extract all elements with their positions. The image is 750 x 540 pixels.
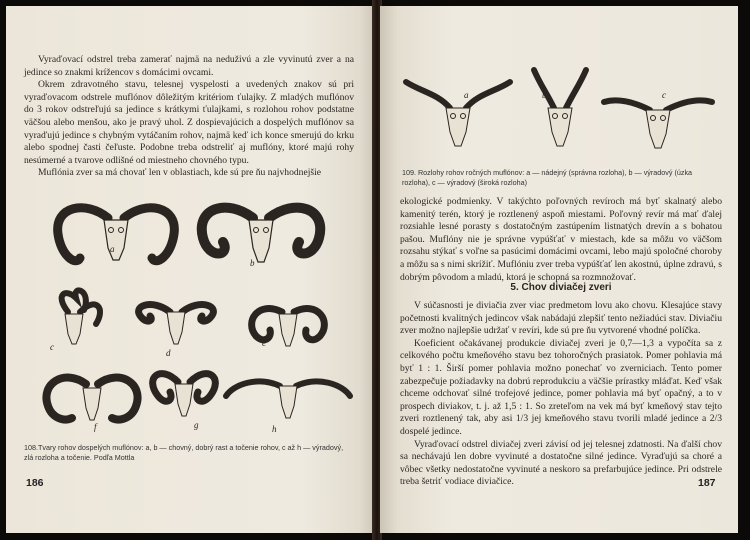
right-paragraph-4: Vyraďovací odstrel diviačej zveri závisí od jej telesnej zdatnosti. Na ďalší chov sa nechávajú len dobre vyvinuté a dostatočne silné jedince. Vyraďujú sa choré a vôbec všetky nedostatočne vyvinuté a neskoro sa prefarbujúce jedince. Pri odstrele treba šetriť vodiace diviačice.: [400, 438, 722, 488]
right-text-block-bottom: [400, 300, 722, 489]
left-paragraph-2: Okrem zdravotného stavu, telesnej vyspelosti a uvedených znakov sú pri vyraďovacom odstrele muflónov dôležitým kritériom ťulajky. Z mladých muflónov do 3 rokov odstreľujú sa jedince s krátkymi ťulajkami, s rozlohou rohov podstatne väčšou alebo menšou, ako je pravý uhol. Z dospievajúcich a dospelých muflónov sa vyraďujú jedince s chybným vytáčaním rohov, najmä keď ich konce smerujú do krku alebo spodnej časti čeľuste. Podobne treba odstreliť aj muflóny, ktoré majú rohy nesúmerné a tvarove odlišné od miestneho chovného typu.: [24, 79, 354, 166]
section-heading: 5. Chov diviačej zveri: [510, 282, 612, 293]
left-page: [6, 6, 374, 533]
page-number-left: 186: [26, 477, 44, 489]
right-paragraph-1: ekologické podmienky. V takýchto poľovných revíroch má byť skalnatý alebo kamenitý terén, ktorý je roztlenený aspoň miestami. Poľovný revír má mať ďalej rozsiahle lesné porasty s dostatočným zastúpením listnatých drevín a s bohatou pašou. Muflóny nie je správne vypúšťať v miestach, kde sa môžu vo väčšom rozsahu stýkať s voľne sa pasúcimi domácimi ovcami, lebo majú spoločné choroby a môžu sa s nimi skrížiť. Muflóniu zver treba vypúšťať len akostnú, úplne zdravú, s dobrým pôvodom a mladú, ktorá je schopná sa rozmnožovať.: [400, 196, 722, 283]
figure-label-f: f: [94, 422, 97, 432]
page-number-right: 187: [698, 477, 716, 489]
figure-label-d: d: [166, 348, 171, 358]
figure-label-a: a: [110, 244, 115, 254]
left-paragraph-3: Muflónia zver sa má chovať len v oblastiach, kde sú pre ňu najvhodnejšie: [38, 167, 322, 179]
figure-109-yearling-horns: [400, 60, 720, 160]
figure-108-mouflon-horns: [26, 178, 356, 440]
figure-label-109-c: c: [662, 90, 666, 100]
right-page: [380, 6, 738, 533]
figure-label-g: g: [194, 420, 199, 430]
left-text-block: [24, 54, 354, 180]
figure-label-109-b: b: [542, 90, 547, 100]
left-paragraph-1: Vyraďovací odstrel treba zamerať najmä na neduživú a zle vyvinutú zver a na jedince so znakmi krížencov s domácimi ovcami.: [24, 54, 354, 78]
right-text-block-top: [400, 196, 722, 284]
figure-label-109-a: a: [464, 90, 469, 100]
figure-108-caption: 108.Tvary rohov dospelých muflónov: a, b — chovný, dobrý rast a točenie rohov, c až h — výradový, zlá rozloha a točenie. Podľa Mottla: [24, 443, 344, 462]
figure-109-caption: 109. Rozlohy rohov ročných muflónov: a — nádejný (správna rozloha), b — výradový (úzka rozloha), c — výradový (široká rozloha): [402, 168, 693, 187]
right-paragraph-3: Koeficient očakávanej produkcie diviačej zveri je 0,7—1,3 a vypočíta sa z celkového počtu kmeňového stavu bez tohoročných prasiatok. Pomer pohlavia má byť 1 : 1. Širší pomer pohlavia možno ponechať vo zverniciach. Tento pomer zabezpečuje požiadavky na dobrú reprodukciu a väčšie prírastky mláďat. Keď však chceme odchovať silné trofejové jedince, pomer pohlavia má byť opačný, a to v prospech diviakov, t. j. až 1,5 : 1. So zreteľom na vek má byť kmeňový stav tejto zveri roztlenený tak, aby asi 1/3 jej kmeňového stavu tvorili mladé jedince a 2/3 dospelé jedince.: [400, 337, 722, 437]
figure-label-c: c: [50, 342, 54, 352]
figure-label-e: e: [262, 338, 266, 348]
figure-label-h: h: [272, 424, 277, 434]
figure-label-b: b: [250, 258, 255, 268]
right-paragraph-2: V súčasnosti je diviačia zver viac predmetom lovu ako chovu. Klesajúce stavy početnosti kvalitných jedincov však nabádajú zlepšiť tento nežiadúci stav. Diviačiu zver možno najlepšie udržať v revíri, kde sú pre ňu vytvorené vhodné políčka.: [400, 300, 722, 337]
